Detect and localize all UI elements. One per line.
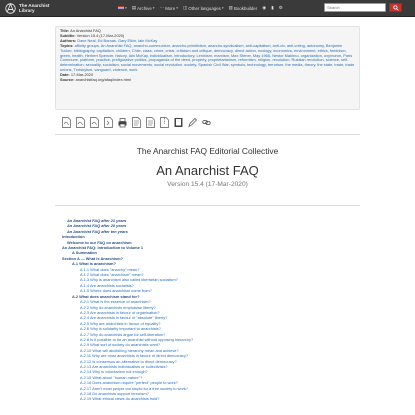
- toc-link[interactable]: A.2.5 Why are anarchists in favour of equality?: [80, 320, 161, 326]
- language-flag-dropdown[interactable]: [118, 6, 127, 10]
- caret-down-icon: ▾: [125, 6, 127, 10]
- toc-link[interactable]: A.1.3 Why is anarchism also called libertarian socialism?: [80, 277, 178, 283]
- toc-link[interactable]: A.2 What does anarchism stand for?: [72, 293, 140, 299]
- source-file-button[interactable]: [146, 117, 155, 128]
- flag-icon: [118, 6, 124, 10]
- book-icon: ▥: [228, 5, 233, 10]
- toc-link[interactable]: A.1.2 What does "anarchism" mean?: [80, 272, 144, 278]
- download-toolbar: [62, 116, 211, 128]
- nav-other-languages-label: Other languages: [188, 5, 221, 11]
- brand-line-2: Library: [19, 8, 35, 13]
- toc-link[interactable]: An Anarchist FAQ after 20 years: [67, 223, 127, 229]
- document-title: An Anarchist FAQ: [156, 163, 259, 178]
- add-to-bookbuilder-button[interactable]: [174, 117, 183, 128]
- search-button[interactable]: [389, 3, 402, 12]
- nav-archive-label: Archive: [137, 5, 152, 11]
- rss-button[interactable]: [262, 5, 266, 11]
- plain-text-button[interactable]: [132, 117, 141, 128]
- source-value: anarchistfaq.org/afaq/index.html: [75, 77, 131, 83]
- toc-link[interactable]: A.2.19 What ethical views do anarchists hold?: [80, 396, 160, 402]
- document-author: The Anarchist FAQ Editorial Collective: [136, 146, 279, 156]
- date-label: Date:: [60, 72, 70, 78]
- authors-links[interactable]: Dave Neal, Ed Boraas, Gary Elkin, Iain McKay: [77, 37, 158, 43]
- nav-more-label: More: [165, 5, 176, 11]
- toc-link[interactable]: A.2.4 Are anarchists in favour of "absolute" liberty?: [80, 315, 168, 321]
- caret-down-icon: ▾: [152, 6, 155, 10]
- toc-link[interactable]: A.1.4 Are anarchists socialists?: [80, 282, 134, 288]
- search-icon: [393, 5, 399, 11]
- toc-link[interactable]: A.2.17 Aren't most people too stupid for a free society to work?: [80, 385, 189, 391]
- nav-more[interactable]: [160, 5, 178, 11]
- toc-link[interactable]: An Anarchist FAQ after ten years: [67, 228, 128, 234]
- toc-link[interactable]: A.2.1 What is the essence of anarchism?: [80, 299, 151, 305]
- link-icon: [202, 117, 211, 128]
- topics-label: Topics:: [60, 42, 74, 48]
- toc-link[interactable]: A.2.2 Why do anarchists emphasise liberty?: [80, 304, 156, 310]
- toc-link[interactable]: An Anarchist FAQ: Introduction to Volume 1: [62, 245, 144, 251]
- title-value: An Anarchist FAQ: [70, 28, 101, 33]
- toc-link[interactable]: A.2.13 Are anarchists individualists or collectivists?: [80, 363, 168, 369]
- nav-other-languages[interactable]: [183, 5, 224, 11]
- book-icon: [174, 117, 183, 128]
- toc-link[interactable]: A.1.1 What does "anarchy" mean?: [80, 266, 140, 272]
- toc-link[interactable]: A.2.16 Does anarchism require "perfect" people to work?: [80, 380, 178, 386]
- toc-link[interactable]: A.2.9 What sort of society do anarchists want?: [80, 342, 161, 348]
- toc-link[interactable]: A.2.18 Do anarchists support terrorism?: [80, 391, 149, 396]
- toc-link[interactable]: A.2.3 Are anarchists in favour of organisation?: [80, 309, 160, 315]
- toc-link[interactable]: Section A — What is Anarchism?: [62, 255, 123, 261]
- archive-file-icon: [160, 117, 169, 128]
- nav-bookbuilder-label: Bookbuilder: [234, 5, 258, 11]
- table-of-contents: [62, 218, 362, 415]
- text-file-icon: [132, 117, 141, 128]
- a4-pdf-download-button[interactable]: [76, 117, 85, 128]
- gear-icon: ⚙: [278, 5, 283, 10]
- globe-icon: ◫: [183, 5, 188, 10]
- dots-icon: ⋯: [159, 5, 165, 10]
- print-icon: [118, 117, 127, 128]
- nav-bookbuilder[interactable]: [229, 5, 258, 11]
- search-input[interactable]: [324, 3, 386, 12]
- toc-link[interactable]: A.1.5 Where does anarchism come from?: [80, 288, 152, 294]
- subtitle-value: Version 15.4 (17-Mar-2020): [76, 32, 125, 38]
- nav-archive[interactable]: [132, 5, 155, 11]
- letter-pdf-download-button[interactable]: [90, 117, 99, 128]
- toc-link[interactable]: A.1 What is anarchism?: [72, 261, 116, 267]
- toc-link[interactable]: A.2.8 Is it possible to be an anarchist without opposing hierarchy?: [80, 336, 194, 342]
- pdf-download-button[interactable]: [62, 117, 71, 128]
- toc-link[interactable]: A.2.7 Why do anarchists argue for self-liberation?: [80, 331, 166, 337]
- pdf-icon: [62, 117, 71, 128]
- toc-link[interactable]: A.2.14 Why is voluntarism not enough?: [80, 369, 148, 375]
- title-label: Title:: [60, 28, 70, 33]
- date-value: 17-Mar-2020: [70, 72, 94, 78]
- caret-down-icon: ▾: [176, 6, 179, 10]
- toc-link[interactable]: A.2.6 Why is solidarity important to anarchists?: [80, 326, 161, 332]
- epub-download-button[interactable]: [104, 117, 113, 128]
- topics-links[interactable]: affinity groups, An Anarchist FAQ, anarcho-communism, anarcho-primitivism, anarcho-syndicalism, anti-capitalism, anti-civ, anti-voting, autonomy, Benjamin Tucker, bibliography, capitalism, children, Chile, class, crime, crisis, criticism and critique, democracy, direct action, ecology, economics, environment, ethics, feminism, green, health, Herbert Spencer, history, Iain McKay, individualism, introductory, Leninism, marxism, Max Stirner, May 1968, Nestor Makhno, organization, oxymoron, Paris Commune, platform, practice, prefigurative politics, propaganda of the deed, property, proprietarianism, reformism, religion, revolution, Russian revolution, science, self-determination, sexuality, socialism, social movements, social revolution, society, Spanish Civil War, symbols, technology, terrorism, the media, theory, the state, trade, trade unions, Trotskyism, vanguard, violence, work: [60, 42, 355, 73]
- permalink-button[interactable]: [202, 117, 211, 128]
- toc-link[interactable]: Introduction: [62, 234, 85, 240]
- toc-link[interactable]: A.2.10 What will abolishing hierarchy mean and achieve?: [80, 347, 179, 353]
- pencil-icon: [188, 117, 197, 128]
- print-button[interactable]: [118, 117, 127, 128]
- authors-label: Authors:: [60, 37, 77, 43]
- text-file-icon: [146, 117, 155, 128]
- bookmark-icon: ▮: [271, 5, 274, 10]
- toc-link[interactable]: A.2.12 Is consensus an alternative to direct democracy?: [80, 358, 177, 364]
- toc-link[interactable]: A.2.15 What about "human nature"?: [80, 374, 143, 380]
- subtitle-label: Subtitle:: [60, 32, 76, 38]
- brand-line-1: The Anarchist: [19, 3, 50, 8]
- divider: [55, 134, 360, 135]
- bookmarks-button[interactable]: [271, 5, 274, 11]
- epub-icon: [104, 117, 113, 128]
- pdf-icon: [76, 117, 85, 128]
- site-brand[interactable]: [5, 1, 49, 15]
- toc-link[interactable]: An Anarchist FAQ after 21 years: [67, 218, 127, 223]
- pdf-icon: [90, 117, 99, 128]
- settings-button[interactable]: [279, 5, 283, 11]
- toc-link[interactable]: A Summation: [72, 250, 97, 256]
- divider: [55, 205, 360, 206]
- archive-icon: ▤: [131, 5, 137, 10]
- top-navbar: [0, 0, 415, 17]
- document-subtitle: Version 15.4 (17-Mar-2020): [167, 181, 248, 188]
- toc-link[interactable]: A.2.11 Why are most anarchists in favour of direct democracy?: [80, 353, 189, 359]
- text-metadata-panel: [55, 26, 360, 110]
- anarchy-logo-icon: [5, 3, 16, 14]
- caret-down-icon: ▾: [221, 6, 224, 10]
- edit-button[interactable]: [188, 117, 197, 128]
- toc-link[interactable]: Welcome to our FAQ on anarchism: [67, 239, 132, 245]
- zip-download-button[interactable]: [160, 117, 169, 128]
- source-label: Source:: [60, 77, 75, 83]
- rss-icon: ◉: [262, 5, 267, 10]
